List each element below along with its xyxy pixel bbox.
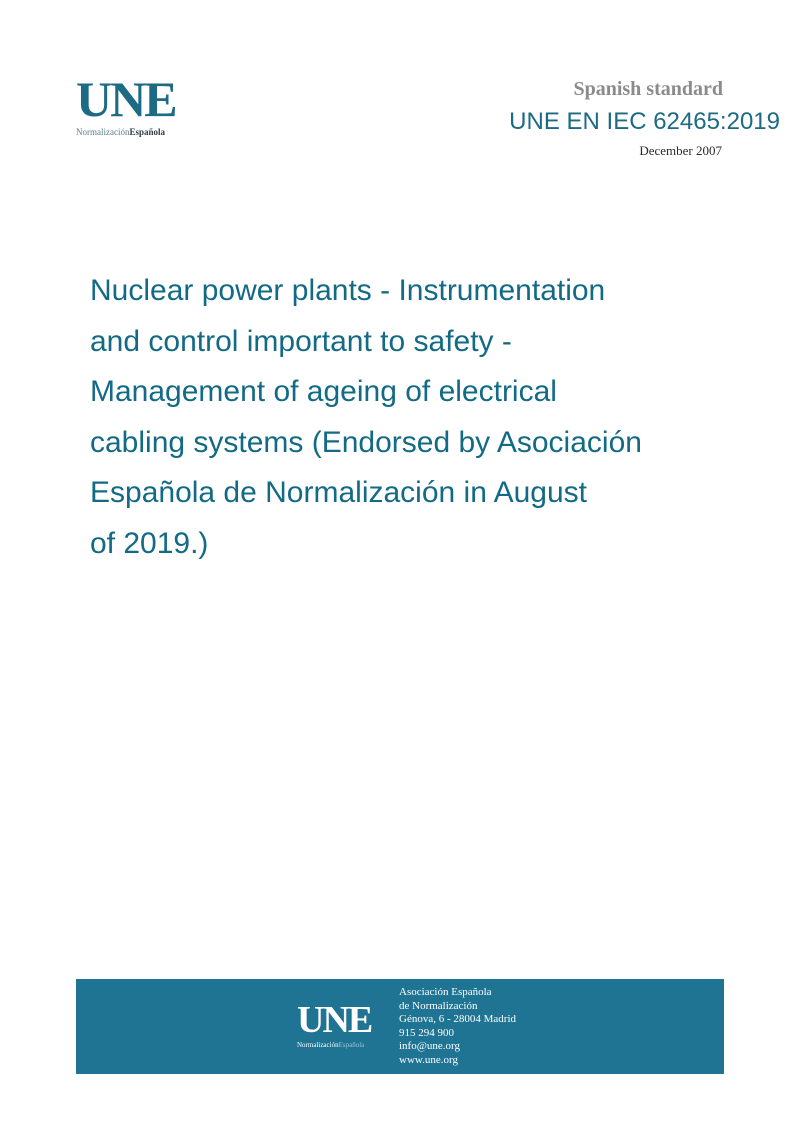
standard-date: December 2007 [639,143,722,158]
contact-website[interactable]: www.une.org [399,1053,458,1066]
title-line: Española de Normalización in August [90,476,587,509]
logo-subtitle-primary: Normalización [76,127,130,137]
title-line: Management of ageing of electrical [90,375,557,408]
logo-subtitle-secondary: Española [129,127,166,137]
une-logo [76,71,216,144]
contact-phone: 915 294 900 [399,1026,454,1039]
title-line: of 2019.) [90,526,209,560]
contact-address: Génova, 6 - 28004 Madrid [399,1013,517,1025]
contact-org-line: de Normalización [399,999,478,1012]
title-line: and control important to safety - [90,324,512,358]
footer-logo-wordmark: UNE [297,999,372,1041]
title-line: cabling systems (Endorsed by Asociación [90,425,642,459]
logo-wordmark: UNE [76,71,176,127]
standard-code: UNE EN IEC 62465:2019 [509,108,780,135]
footer-une-logo [297,1001,392,1049]
footer-band [76,979,724,1074]
footer-logo-subtitle-primary: Normalización [297,1041,339,1049]
contact-org-line: Asociación Española [399,986,492,998]
document-title [90,266,710,569]
footer-logo-subtitle [297,1041,392,1049]
contact-email[interactable]: info@une.org [399,1040,460,1052]
footer-logo-subtitle-secondary: Española [338,1041,365,1049]
title-line: Nuclear power plants - Instrumentation [90,274,606,307]
standard-label: Spanish standard [573,78,723,100]
footer-contact [399,986,516,1067]
logo-subtitle [76,127,216,137]
